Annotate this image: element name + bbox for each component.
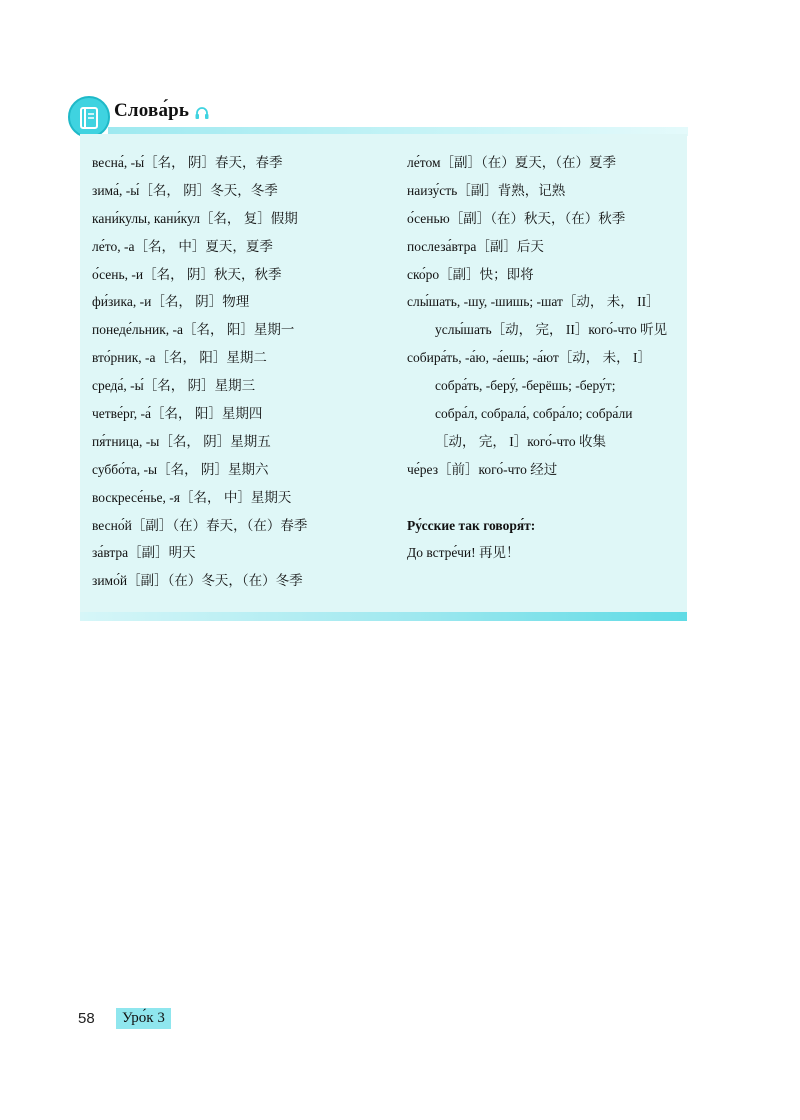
vocab-entry: собра́ть, -беру́, -берёшь; -беру́т;: [435, 378, 616, 394]
vocab-entry: зима́, -ы́［名， 阴］冬天，冬季: [92, 182, 278, 198]
vocab-entry: ско́ро［副］快；即将: [407, 266, 534, 282]
book-icon: [68, 96, 110, 138]
vocab-entry: фи́зика, -и［名， 阴］物理: [92, 294, 250, 310]
vocab-entry: весна́, -ы́［名， 阴］春天，春季: [92, 155, 283, 170]
vocab-entry: о́сенью［副］（在）秋天，（在）秋季: [407, 210, 626, 226]
vocab-entry: за́втра［副］明天: [92, 545, 196, 561]
vocab-entry: кани́кулы, кани́кул［名， 复］假期: [92, 210, 298, 226]
vocab-entry: послеза́втра［副］后天: [407, 238, 544, 254]
vocabulary-left-column: [92, 149, 392, 595]
vocab-entry: воскресе́нье, -я［名， 中］星期天: [92, 489, 292, 505]
vocab-entry: услы́шать［动， 完， II］кого́-что 听见: [435, 322, 668, 338]
panel-bottom-bar: [80, 612, 687, 621]
vocab-entry: собира́ть, -а́ю, -а́ешь; -а́ют［动， 未， I］: [407, 350, 652, 366]
spacer: [407, 484, 682, 512]
page-number: 58: [78, 1010, 95, 1027]
vocab-entry: четве́рг, -а́［名， 阳］星期四: [92, 406, 263, 422]
phrase-entry: До встре́чи! 再见！: [407, 545, 520, 561]
lesson-badge: Уро́к 3: [116, 1008, 171, 1029]
vocab-entry: собра́л, собрала́, собра́ло; собра́ли: [435, 406, 633, 422]
vocab-entry: понеде́льник, -а［名， 阳］星期一: [92, 322, 295, 338]
vocab-entry: наизу́сть［副］背熟，记熟: [407, 182, 566, 198]
vocab-entry: пя́тница, -ы［名， 阴］星期五: [92, 433, 271, 449]
vocab-entry: ле́том［副］（在）夏天，（在）夏季: [407, 155, 616, 170]
headphone-icon: [194, 105, 210, 126]
phrases-heading: Ру́сские так говоря́т:: [407, 517, 536, 533]
section-title: Слова́рь: [114, 100, 190, 121]
vocab-entry: слы́шать, -шу, -шишь; -шат［动， 未， II］: [407, 294, 660, 310]
vocab-entry: о́сень, -и［名， 阴］秋天，秋季: [92, 266, 282, 282]
vocab-entry: весно́й［副］（在）春天，（在）春季: [92, 517, 308, 533]
vocab-entry: суббо́та, -ы［名， 阴］星期六: [92, 461, 269, 477]
vocab-entry: среда́, -ы́［名， 阴］星期三: [92, 378, 256, 394]
vocab-entry: вто́рник, -а［名， 阳］星期二: [92, 350, 267, 366]
vocab-entry: ［动， 完， I］кого́-что 收集: [435, 433, 606, 449]
vocabulary-right-column: [407, 149, 682, 567]
vocab-entry: ле́то, -а［名， 中］夏天，夏季: [92, 238, 273, 254]
vocab-entry: че́рез［前］кого́-что 经过: [407, 461, 558, 477]
vocab-entry: зимо́й［副］（在）冬天，（在）冬季: [92, 573, 303, 589]
